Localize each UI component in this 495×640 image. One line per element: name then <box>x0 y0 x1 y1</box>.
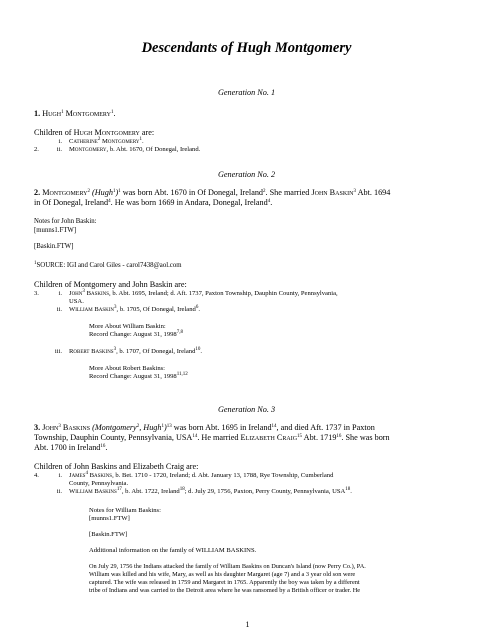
notes-baskin-ftw-gen3: [Baskin.FTW] <box>89 531 128 538</box>
notes-william-baskins: Notes for William Baskins: [munns1.FTW] <box>89 507 161 522</box>
child-william-baskin: ii. William Baskin$^3$, b. 1705, Of Donegal, Ireland$^6$. <box>56 305 200 313</box>
child-james-baskins: 4. i. James$^4$ Baskins, b. Bet. 1710 - 1720, Ireland; d. Abt. January 13, 1788, Rye Township, Cumberland County, Pennsylvania. <box>34 471 334 487</box>
notes-john-baskin: Notes for John Baskin: [munns1.FTW] <box>34 218 97 234</box>
person-hugh-montgomery: 1. Hugh$^1$ Montgomery$^1$. <box>34 109 116 118</box>
page-title: Descendants of Hugh Montgomery <box>141 40 352 56</box>
notes-additional-info: Additional information on the family of WILLIAM BASKINS. <box>89 547 257 554</box>
notes-baskin-ftw: [Baskin.FTW] <box>34 243 74 250</box>
children-heading-gen1: Children of Hugh Montgomery are: <box>34 128 155 137</box>
source-line: $^1$SOURCE: IGI and Carol Giles - carol7438@aol.com <box>34 261 182 269</box>
child-william-baskins: ii. William Baskins$^{17}$, b. Abt. 1722, Ireland$^{18}$; d. July 29, 1756, Paxton, Perry County, Pennsylvania, USA$^{18}$. <box>56 487 352 495</box>
generation-3-heading: Generation No. 3 <box>217 405 276 414</box>
more-about-william-baskin: More About William Baskin: Record Change: August 31, 1998$^{7,8}$ <box>89 323 183 338</box>
child-robert-baskins: iii. Robert Baskins$^3$, b. 1707, Of Donegal, Ireland$^{10}$. <box>54 347 203 355</box>
children-heading-gen3: Children of John Baskins and Elizabeth Craig are: <box>34 462 199 471</box>
page-number: 1 <box>245 620 250 629</box>
generation-2-heading: Generation No. 2 <box>217 170 276 179</box>
person-john-baskins: 3. John$^3$ Baskins (Montgomery$^2$, Hugh$^1$)$^{13}$ was born Abt. 1695 in Ireland$^{14}$, and died Aft. 1737 in Paxton Township, Dauphin County, Pennsylvania, USA$^{14}$. He married Elizabeth Craig$^{15}$ Abt. 1719$^{16}$. She was born Abt. 1700 in Ireland$^{16}$. <box>34 423 390 452</box>
children-heading-gen2: Children of Montgomery and John Baskin are: <box>34 280 187 289</box>
child-john-baskins: 3. i. John$^3$ Baskins, b. Abt. 1695, Ireland; d. Aft. 1737, Paxton Township, Dauphin County, Pennsylvania, USA. <box>34 289 338 305</box>
generation-1-heading: Generation No. 1 <box>217 88 276 97</box>
person-montgomery: 2. Montgomery$^2$ (Hugh$^1$)$^1$ was born Abt. 1670 in Of Donegal, Ireland$^2$. She married John Baskin$^3$ Abt. 1694 in Of Donegal, Ireland$^4$. He was born 1669 in Andara, Donegal, Ireland$^4$. <box>34 188 391 207</box>
more-about-robert-baskins: More About Robert Baskins: Record Change: August 31, 1998$^{11,12}$ <box>89 365 188 380</box>
child-catherine: i. Catherine$^2$ Montgomery$^1$. <box>58 137 144 145</box>
child-montgomery: 2. ii. Montgomery, b. Abt. 1670, Of Donegal, Ireland. <box>34 146 201 153</box>
notes-paragraph: On July 29, 1756 the Indians attacked the family of William Baskins on Duncan's Island (now Perry Co.), PA. William was killed and his wife, Mary, as well as his daughter Margaret (age 7) and a 3 year old son were captured. The wife was released in 1759 and Margaret in 1765. Apparently the boy was taken by a different tribe of Indians and was carried to the Detroit area where he was ransomed by a British officer or trader. He <box>89 563 366 594</box>
